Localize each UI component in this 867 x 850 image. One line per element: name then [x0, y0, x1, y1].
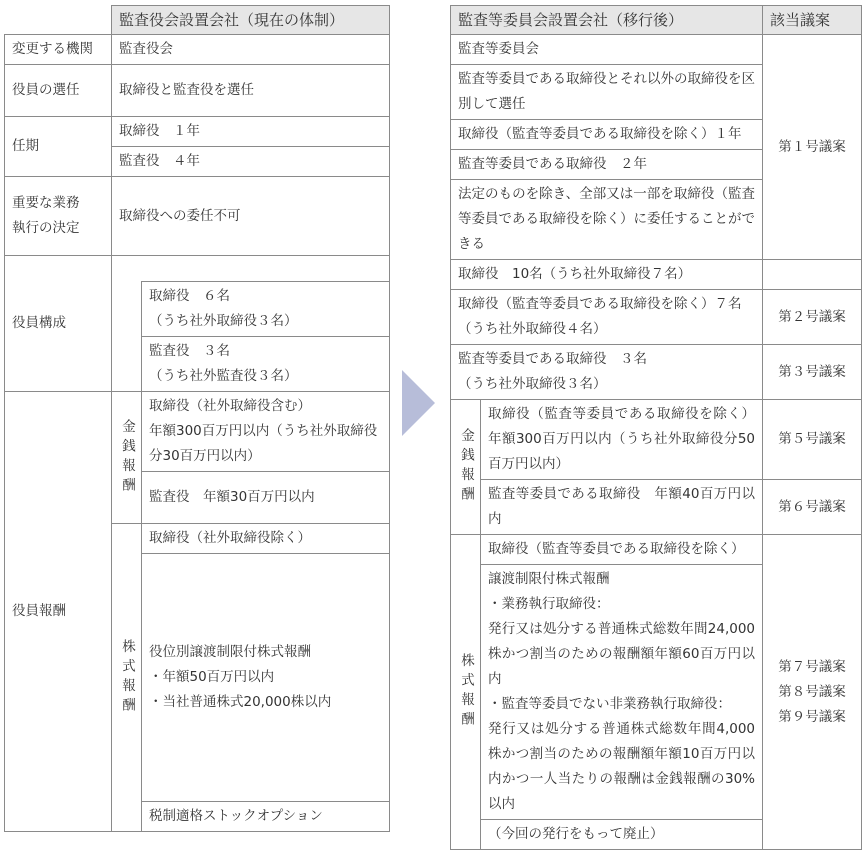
new-stock-option-abolish: （今回の発行をもって廃止）: [481, 820, 763, 850]
new-term-audit-member: 監査等委員である取締役 ２年: [451, 150, 763, 180]
new-comp-total: 取締役 10名（うち社外取締役７名）: [451, 260, 763, 290]
comp-director-line1: 取締役 ６名: [149, 288, 230, 304]
new-stock-exec-label: ・業務執行取締役：: [488, 596, 610, 612]
resolution-9: 第９号議案: [778, 708, 846, 725]
new-stock-detail: [481, 565, 763, 820]
new-stock-nonexec-label: ・監査等委員でない非業務執行取締役：: [488, 696, 731, 712]
new-stock-rsu: 譲渡制限付株式報酬: [488, 571, 610, 587]
new-monetary-label: 金銭報酬: [451, 400, 481, 535]
new-decision-value: 法定のものを除き、全部又は一部を取締役（監査等委員である取締役を除く）に委任することができる: [451, 180, 763, 260]
stock-detail: [142, 554, 390, 802]
new-organ-value: 監査等委員会: [451, 35, 763, 65]
remuneration-label: 役員報酬: [5, 392, 112, 832]
resolution-1: 第１号議案: [763, 35, 862, 260]
current-structure-header: 監査役会設置会社（現在の体制）: [112, 6, 390, 35]
new-monetary-director: 取締役（監査等委員である取締役を除く）年額300百万円以内（うち社外取締役分50百万円以内）: [481, 400, 763, 480]
comp-auditor: [142, 337, 390, 392]
new-stock-nonexec-value: 発行又は処分する普通株式総数年間4,000株かつ割当のための報酬額年額10百万円以内かつ一人当たりの報酬は金銭報酬の30%以内: [488, 721, 756, 812]
new-stock-director: 取締役（監査等委員である取締役を除く）: [481, 535, 763, 565]
comp-auditor-line2: （うち社外監査役３名）: [149, 368, 298, 384]
resolution-8: 第８号議案: [778, 683, 846, 700]
transition-arrow-icon: [402, 370, 435, 436]
stock-detail-line2: ・年額50百万円以内: [149, 669, 275, 685]
new-structure-panel: [450, 5, 862, 850]
monetary-director-line1: 取締役（社外取締役含む）: [149, 398, 311, 414]
monetary-director: [142, 392, 390, 472]
stock-director: 取締役（社外取締役除く）: [142, 524, 390, 554]
new-structure-header: 監査等委員会設置会社（移行後）: [451, 6, 763, 35]
resolution-7: 第７号議案: [778, 658, 846, 675]
comp-director-line2: （うち社外取締役３名）: [149, 313, 298, 329]
term-label: 任期: [5, 117, 112, 177]
composition-label: 役員構成: [5, 256, 112, 392]
resolution-3: 第３号議案: [763, 345, 862, 400]
decision-label-line2: 執行の決定: [12, 220, 80, 236]
stock-label: 株式報酬: [112, 524, 142, 832]
new-comp-director: [451, 290, 763, 345]
stock-option: 税制適格ストックオプション: [142, 802, 390, 832]
new-comp-audit: [451, 345, 763, 400]
election-value: 取締役と監査役を選任: [112, 65, 390, 117]
new-monetary-audit: 監査等委員である取締役 年額40百万円以内: [481, 480, 763, 535]
organ-value: 監査役会: [112, 35, 390, 65]
resolution-6: 第６号議案: [763, 480, 862, 535]
comp-director: [142, 282, 390, 337]
composition-indent: [112, 282, 142, 337]
new-comp-director-line2: （うち社外取締役４名）: [458, 321, 607, 337]
new-comp-audit-line1: 監査等委員である取締役 ３名: [458, 351, 647, 367]
monetary-director-line2: 年額300百万円以内（うち社外取締役分30百万円以内）: [149, 423, 378, 464]
resolutions-7-9: [763, 535, 862, 850]
election-label: 役員の選任: [5, 65, 112, 117]
new-stock-label: 株式報酬: [451, 535, 481, 850]
decision-label-line1: 重要な業務: [12, 195, 80, 211]
decision-label: [5, 177, 112, 256]
monetary-auditor: 監査役 年額30百万円以内: [142, 472, 390, 524]
stock-detail-line1: 役位別譲渡制限付株式報酬: [149, 644, 311, 660]
resolution-header: 該当議案: [763, 6, 862, 35]
composition-indent-2: [112, 337, 142, 392]
new-election-value: 監査等委員である取締役とそれ以外の取締役を区別して選任: [451, 65, 763, 120]
composition-spacer: [112, 256, 390, 282]
resolution-2: 第２号議案: [763, 290, 862, 345]
new-comp-audit-line2: （うち社外取締役３名）: [458, 376, 607, 392]
resolution-blank-1: [763, 260, 862, 290]
new-term-director: 取締役（監査等委員である取締役を除く）１年: [451, 120, 763, 150]
new-comp-director-line1: 取締役（監査等委員である取締役を除く）７名: [458, 296, 742, 312]
monetary-label: 金銭報酬: [112, 392, 142, 524]
new-structure-table: [450, 5, 862, 850]
organ-label: 変更する機関: [5, 35, 112, 65]
blank-header-cell: [5, 6, 112, 35]
comp-auditor-line1: 監査役 ３名: [149, 343, 230, 359]
current-structure-table: [4, 5, 390, 832]
new-stock-exec-value: 発行又は処分する普通株式総数年間24,000株かつ割当のための報酬額年額60百万円以内: [488, 621, 756, 687]
stock-detail-line3: ・当社普通株式20,000株以内: [149, 694, 332, 710]
resolution-5: 第５号議案: [763, 400, 862, 480]
current-structure-panel: [4, 5, 390, 832]
decision-value: 取締役への委任不可: [112, 177, 390, 256]
term-director: 取締役 １年: [112, 117, 390, 147]
term-auditor: 監査役 ４年: [112, 147, 390, 177]
